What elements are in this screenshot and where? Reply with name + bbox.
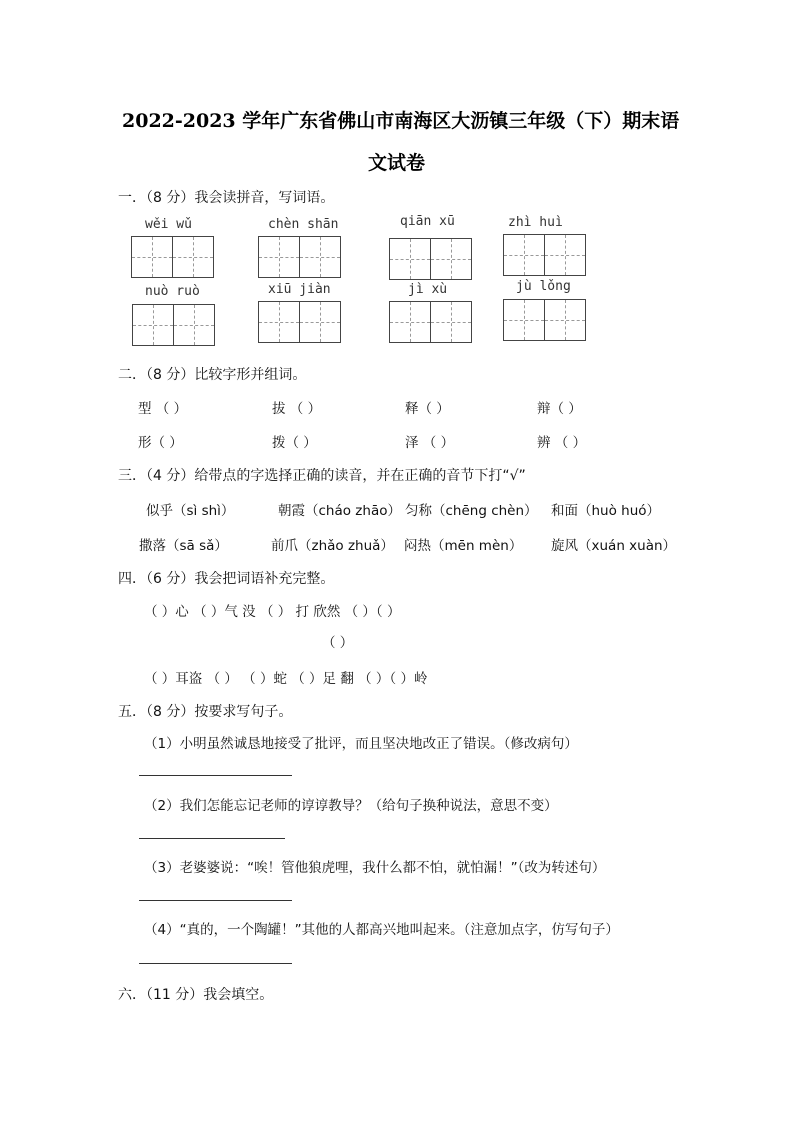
sentence-question-3: （3）老婆婆说：“唉！管他狼虎哩，我什么都不怕，就怕漏！”（改为转述句） <box>144 860 606 876</box>
section-1-heading: 一．（8 分）我会读拼音，写词语。 <box>118 190 335 206</box>
pinyin-label: chèn shān <box>268 217 339 232</box>
idiom-row: （ ）耳盗 （ ） （ ）蛇 （ ）足 翻 （ ）（ ）岭 <box>144 671 428 687</box>
reading-item: 匀称（chēng chèn） <box>405 503 538 519</box>
reading-item: 旋风（xuán xuàn） <box>551 538 677 554</box>
writing-grid[interactable] <box>258 236 339 278</box>
page-title-line2: 文试卷 <box>368 152 426 174</box>
compare-item: 释（ ） <box>405 401 450 417</box>
writing-grid[interactable] <box>503 299 584 341</box>
pinyin-label: qiān xū <box>400 214 455 229</box>
reading-item: 闷热（mēn mèn） <box>404 538 523 554</box>
writing-grid[interactable] <box>389 238 470 280</box>
idiom-row-continuation: （ ） <box>322 635 354 651</box>
section-4-heading: 四．（6 分）我会把词语补充完整。 <box>118 571 335 587</box>
writing-grid[interactable] <box>132 304 213 346</box>
pinyin-label: xiū jiàn <box>268 282 331 297</box>
compare-item: 辩（ ） <box>537 401 582 417</box>
section-6-heading: 六．（11 分）我会填空。 <box>118 987 274 1003</box>
idiom-row: （ ）心 （ ）气 没 （ ） 打 欣然 （ ）（ ） <box>144 604 401 620</box>
section-3-heading: 三．（4 分）给带点的字选择正确的读音，并在正确的音节下打“√” <box>118 468 526 484</box>
writing-grid[interactable] <box>389 301 470 343</box>
section-2-heading: 二．（8 分）比较字形并组词。 <box>118 367 307 383</box>
compare-item: 泽 （ ） <box>405 435 455 451</box>
writing-grid[interactable] <box>131 236 212 278</box>
pinyin-label: nuò ruò <box>145 284 200 299</box>
compare-item: 辨 （ ） <box>537 435 587 451</box>
answer-line[interactable] <box>139 963 292 964</box>
sentence-question-1: （1）小明虽然诚恳地接受了批评，而且坚决地改正了错误。（修改病句） <box>144 736 578 752</box>
page-title-line1: 2022-2023 学年广东省佛山市南海区大沥镇三年级（下）期末语 <box>122 110 680 132</box>
compare-item: 拨（ ） <box>272 435 317 451</box>
answer-line[interactable] <box>139 900 292 901</box>
sentence-question-4: （4）“真的，一个陶罐！”其他的人都高兴地叫起来。（注意加点字，仿写句子） <box>144 922 619 938</box>
pinyin-label: zhì huì <box>508 215 563 230</box>
writing-grid[interactable] <box>503 234 584 276</box>
answer-line[interactable] <box>139 838 285 839</box>
sentence-question-2: （2）我们怎能忘记老师的谆谆教导？（给句子换种说法，意思不变） <box>144 798 558 814</box>
reading-item: 前爪（zhǎo zhuǎ） <box>271 538 394 554</box>
answer-line[interactable] <box>139 775 292 776</box>
section-5-heading: 五．（8 分）按要求写句子。 <box>118 704 293 720</box>
writing-grid[interactable] <box>258 301 339 343</box>
pinyin-label: wěi wǔ <box>145 217 192 232</box>
compare-item: 拔 （ ） <box>272 401 322 417</box>
pinyin-label: jì xù <box>408 282 448 297</box>
compare-item: 形（ ） <box>138 435 183 451</box>
reading-item: 撒落（sā sǎ） <box>139 538 228 554</box>
compare-item: 型 （ ） <box>138 401 188 417</box>
reading-item: 似乎（sì shì） <box>146 503 235 519</box>
reading-item: 和面（huò huó） <box>551 503 661 519</box>
pinyin-label: jù lǒng <box>516 279 571 294</box>
reading-item: 朝霞（cháo zhāo） <box>278 503 401 519</box>
